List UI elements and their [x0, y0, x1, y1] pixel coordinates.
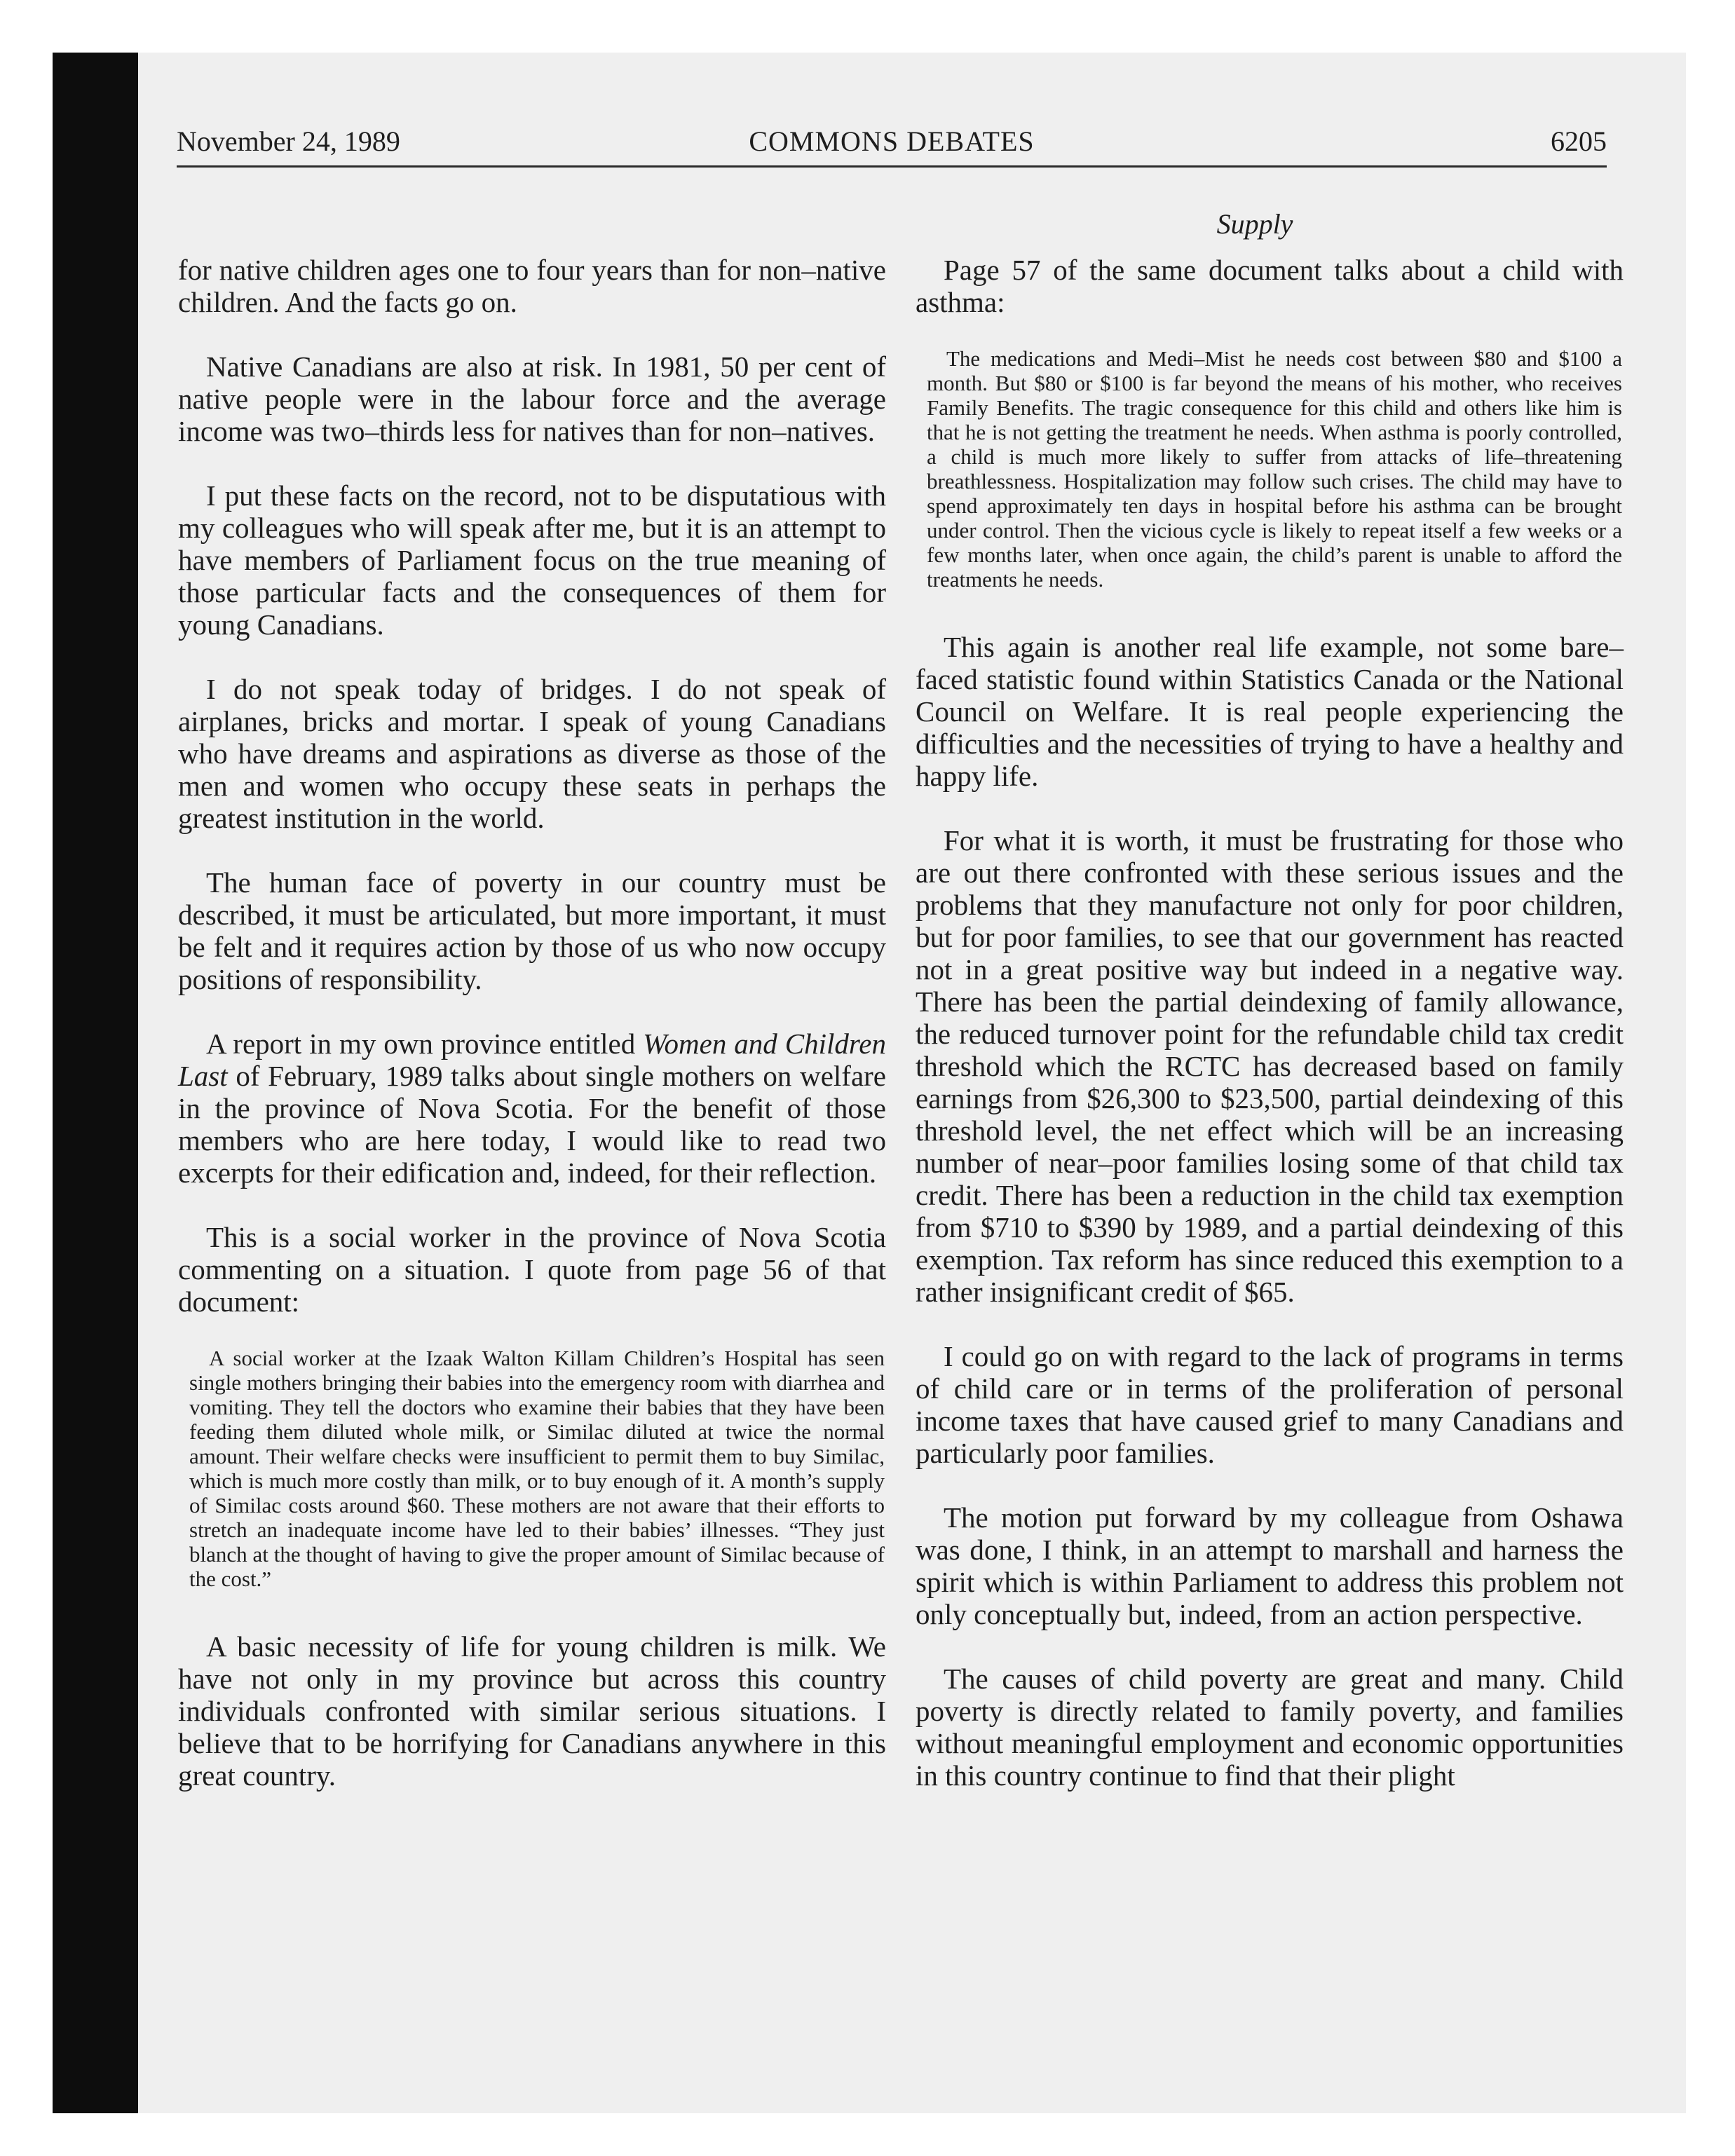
paragraph: The causes of child poverty are great and many. Child poverty is directly related to family poverty, and families without meaningful employment and economic opportunities in this country continue to find that their plight [916, 1663, 1624, 1792]
paragraph: Page 57 of the same document talks about a child with asthma: [916, 254, 1624, 318]
paragraph: I do not speak today of bridges. I do not speak of airplanes, bricks and mortar. I speak of young Canadians who have dreams and aspirations as diverse as those of the men and women who occupy these seats in perhaps the greatest institution in the world. [178, 673, 886, 834]
paragraph: The human face of poverty in our country must be described, it must be articulated, but more important, it must be felt and it requires action by those of us who now occupy positions of responsibility. [178, 866, 886, 995]
header-date: November 24, 1989 [177, 125, 400, 157]
left-column [178, 254, 886, 1824]
right-column [916, 254, 1624, 1824]
paragraph: The motion put forward by my colleague from Oshawa was done, I think, in an attempt to marshall and harness the spirit which is within Parliament to address this problem not only conceptually but, indeed, from an action perspective. [916, 1501, 1624, 1630]
section-label: Supply [1216, 208, 1293, 240]
paragraph: I could go on with regard to the lack of programs in terms of child care or in terms of the proliferation of personal income taxes that have caused grief to many Canadians and particularly poor families. [916, 1340, 1624, 1469]
paragraph: for native children ages one to four years than for non–native children. And the facts go on. [178, 254, 886, 318]
header-title: COMMONS DEBATES [749, 125, 1035, 157]
report-title: Women and Children Last [178, 1028, 886, 1092]
paragraph: This again is another real life example, not some bare–faced statistic found within Statistics Canada or the National Council on Welfare. It is real people experiencing the difficulties and the necessities of trying to have a healthy and happy life. [916, 631, 1624, 792]
report-lead: A report in my own province entitled [206, 1028, 644, 1060]
block-quote: The medications and Medi–Mist he needs cost between $80 and $100 a month. But $80 or $100 is far beyond the means of his mother, who receives Family Benefits. The tragic consequence for this child and others like him is that he is not getting the treatment he needs. When asthma is poorly controlled, a child is much more likely to suffer from attacks of life–threatening breathlessness. Hospitalization may follow such crises. The child may have to spend approximately ten days in hospital before his asthma can be brought under control. Then the vicious cycle is likely to repeat itself a few weeks or a few months later, when once again, the child’s parent is unable to afford the treatments he needs. [927, 346, 1622, 592]
report-rest: of February, 1989 talks about single mothers on welfare in the province of Nova Scotia. For the benefit of those members who are here today, I would like to read two excerpts for their edification and, indeed, for their reflection. [178, 1060, 886, 1189]
running-header [177, 123, 1607, 168]
header-rule [177, 165, 1607, 168]
paragraph-report [178, 1028, 886, 1189]
paragraph: This is a social worker in the province of Nova Scotia commenting on a situation. I quote from page 56 of that document: [178, 1221, 886, 1318]
binding-edge [53, 53, 138, 2113]
paragraph: I put these facts on the record, not to be disputatious with my colleagues who will speak after me, but it is an attempt to have members of Parliament focus on the true meaning of those particular facts and the consequences of them for young Canadians. [178, 479, 886, 641]
paragraph: A basic necessity of life for young children is milk. We have not only in my province but across this country individuals confronted with similar serious situations. I believe that to be horrifying for Canadians anywhere in this great country. [178, 1630, 886, 1792]
page-number: 6205 [1551, 125, 1607, 157]
paragraph: Native Canadians are also at risk. In 1981, 50 per cent of native people were in the labour force and the average income was two–thirds less for natives than for non–natives. [178, 350, 886, 447]
block-quote: A social worker at the Izaak Walton Killam Children’s Hospital has seen single mothers bringing their babies into the emergency room with diarrhea and vomiting. They tell the doctors who examine their babies that they have been feeding them diluted whole milk, or Similac diluted at twice the normal amount. Their welfare checks were insufficient to permit them to buy Similac, which is much more costly than milk, or to buy enough of it. A month’s supply of Similac costs around $60. These mothers are not aware that their efforts to stretch an inadequate income have led to their babies’ illnesses. “They just blanch at the thought of having to give the proper amount of Similac because of the cost.” [189, 1346, 885, 1591]
paragraph: For what it is worth, it must be frustrating for those who are out there confronted with these serious issues and the problems that they manufacture not only for poor children, but for poor families, to see that our government has reacted not in a great positive way but indeed in a negative way. There has been the partial deindexing of family allowance, the reduced turnover point for the refundable child tax credit threshold which the RCTC has decreased based on family earnings from $26,300 to $23,500, partial deindexing of this threshold level, the net effect which will be an increasing number of near–poor families losing some of that child tax credit. There has been a reduction in the child tax exemption from $710 to $390 by 1989, and a partial deindexing of this exemption. Tax reform has since reduced this exemption to a rather insignificant credit of $65. [916, 824, 1624, 1308]
